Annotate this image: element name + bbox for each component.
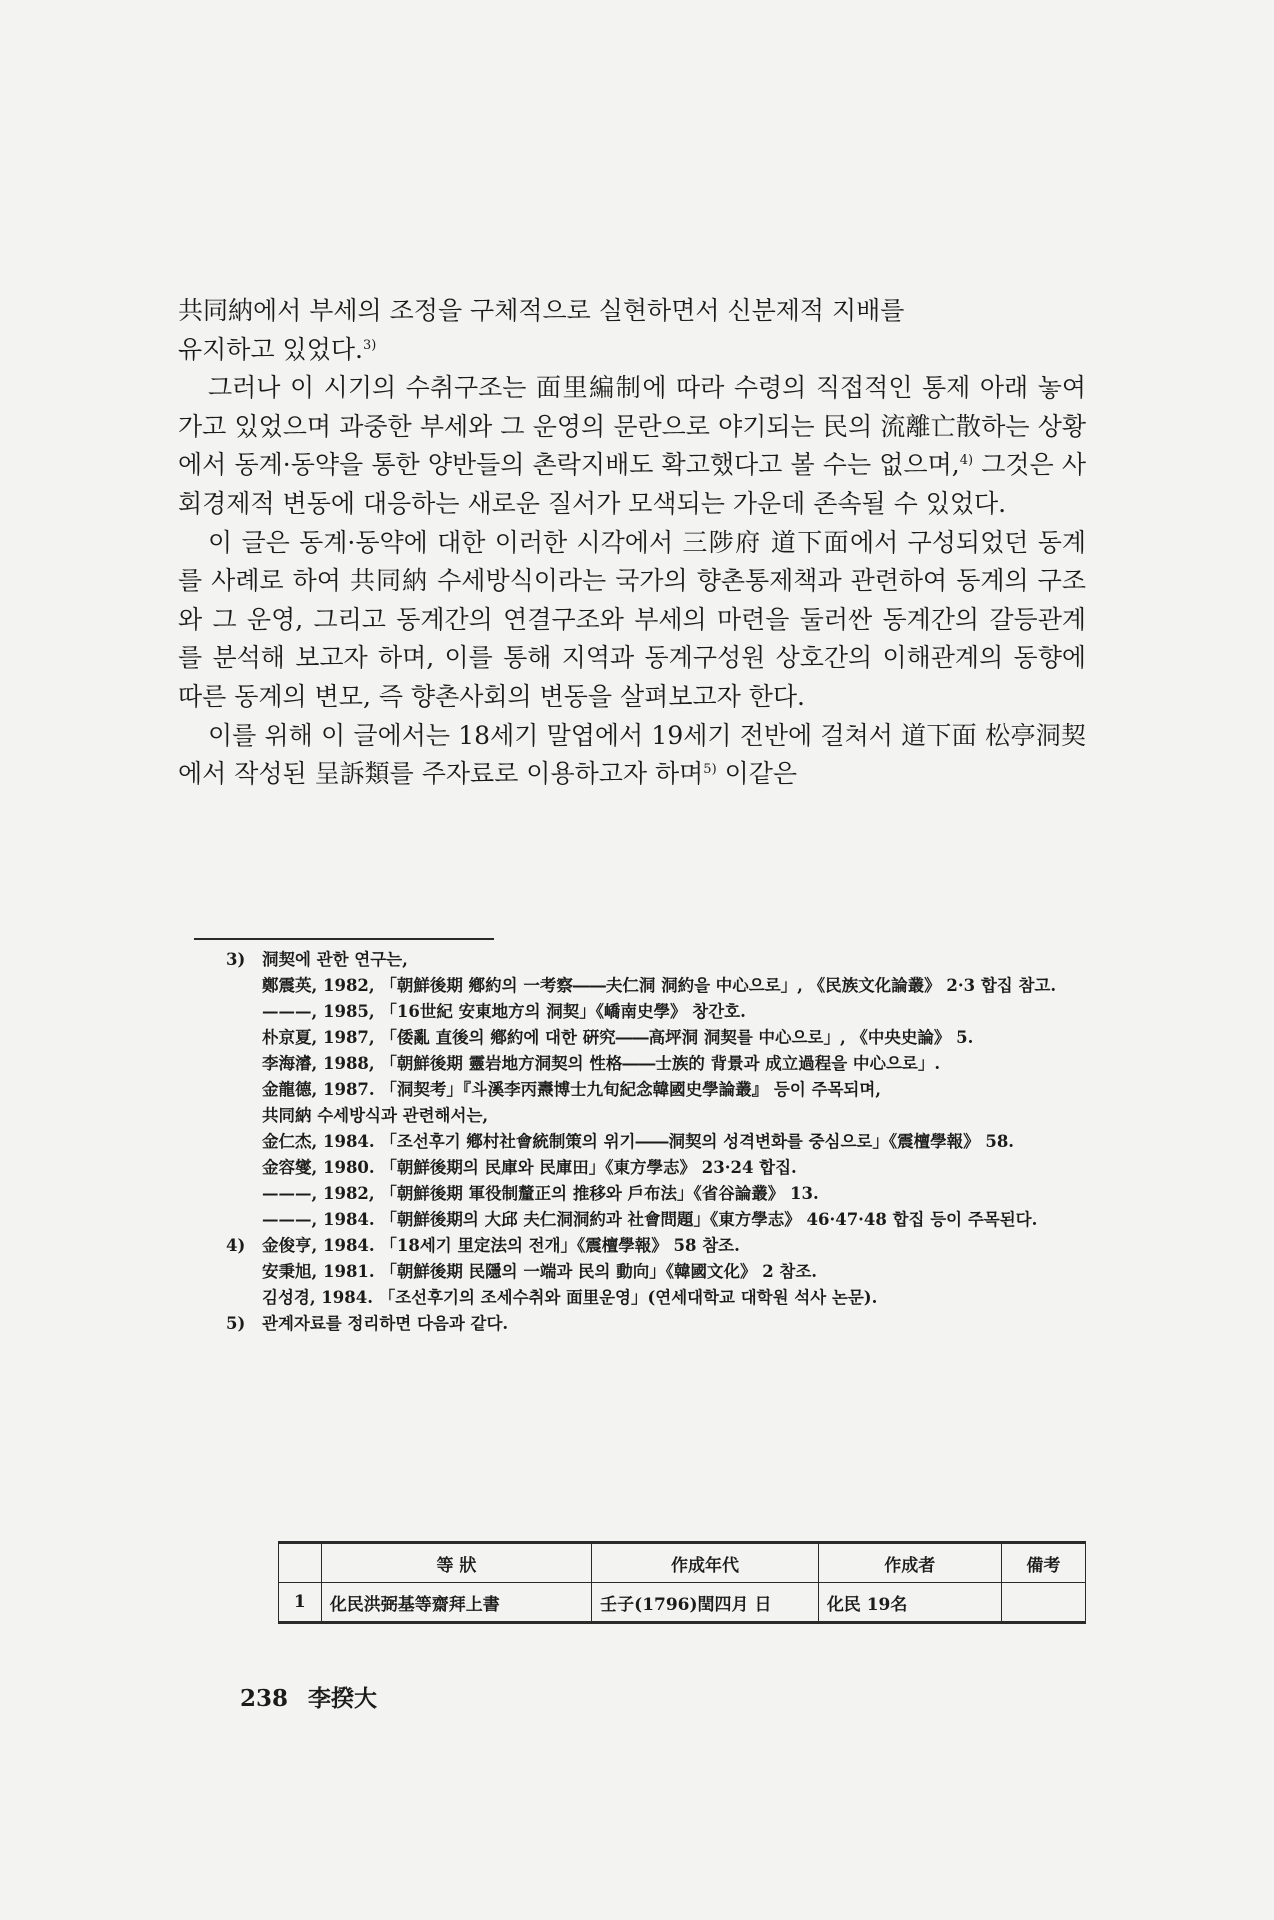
paragraph-4 bbox=[178, 717, 1086, 794]
footnote-3 bbox=[226, 947, 1096, 1233]
paragraph-1 bbox=[178, 292, 1086, 369]
footnote-number: 3) bbox=[226, 950, 246, 969]
footnote-number: 5) bbox=[226, 1314, 246, 1333]
body-text bbox=[178, 292, 1086, 794]
footnotes bbox=[226, 947, 1096, 1337]
table-header-note: 備考 bbox=[1001, 1543, 1085, 1583]
footnote-ref-3[interactable]: 3) bbox=[362, 337, 377, 353]
citation: 金仁杰, 1984. 「조선후기 鄕村社會統制策의 위기――洞契의 성격변화를 중심으로」《震檀學報》 58. bbox=[262, 1132, 1015, 1151]
table-cell-number: 1 bbox=[279, 1583, 322, 1623]
citation: ———, 1984. 「朝鮮後期의 大邱 夫仁洞洞約과 社會問題」《東方學志》 46·47·48 합집 등이 주목된다. bbox=[262, 1210, 1038, 1229]
citation: 金容燮, 1980. 「朝鮮後期의 民庫와 民庫田」《東方學志》 23·24 합집. bbox=[262, 1158, 797, 1177]
table-cell-author: 化民 19名 bbox=[818, 1583, 1001, 1623]
footnote-heading: 洞契에 관한 연구는, bbox=[262, 950, 408, 969]
footnote-ref-4[interactable]: 4) bbox=[959, 453, 974, 469]
paragraph-4-text: 이를 위해 이 글에서는 18세기 말엽에서 19세기 전반에 걸쳐서 道下面 松亭洞契에서 작성된 呈訴類를 주자료로 이용하고자 하며 bbox=[178, 720, 1086, 789]
citation: 金俊亨, 1984. 「18세기 里定法의 전개」《震檀學報》 58 참조. bbox=[262, 1236, 740, 1255]
table-cell-title: 化民洪弼基等齋拜上書 bbox=[321, 1583, 591, 1623]
footnote-ref-5[interactable]: 5) bbox=[703, 762, 717, 778]
citation: 김성경, 1984. 「조선후기의 조세수취와 面里운영」(연세대학교 대학원 석사 논문). bbox=[262, 1288, 878, 1307]
running-author: 李揆大 bbox=[308, 1685, 378, 1712]
table-cell-note bbox=[1001, 1583, 1085, 1623]
citation: ———, 1985, 「16世紀 安東地方의 洞契」《嶠南史學》 창간호. bbox=[262, 1002, 746, 1021]
paragraph-2 bbox=[178, 369, 1086, 523]
footnote-number: 4) bbox=[226, 1236, 246, 1255]
page-number: 238 bbox=[240, 1685, 289, 1712]
paragraph-4-rest: 이같은 bbox=[716, 759, 798, 789]
citation: 鄭震英, 1982, 「朝鮮後期 鄕約의 一考察――夫仁洞 洞約을 中心으로」, 《民族文化論叢》 2·3 합집 참고. bbox=[262, 976, 1057, 995]
table-header-number bbox=[279, 1543, 322, 1583]
document-table bbox=[278, 1541, 1086, 1624]
paragraph-1-line-2: 유지하고 있었다. bbox=[178, 334, 363, 364]
footnote-divider bbox=[194, 938, 494, 940]
citation: 朴京夏, 1987, 「倭亂 直後의 鄕約에 대한 硏究――高坪洞 洞契를 中心으로」, 《中央史論》 5. bbox=[262, 1028, 974, 1047]
footnote-5 bbox=[226, 1311, 1096, 1337]
table-header-author: 作成者 bbox=[818, 1543, 1001, 1583]
paragraph-1-line-1: 共同納에서 부세의 조정을 구체적으로 실현하면서 신분제적 지배를 bbox=[178, 296, 905, 325]
table-row bbox=[279, 1583, 1086, 1623]
page-footer bbox=[240, 1680, 377, 1713]
table-cell-date: 壬子(1796)閏四月 日 bbox=[592, 1583, 819, 1623]
citation: ———, 1982, 「朝鮮後期 軍役制釐正의 推移와 戶布法」《省谷論叢》 13. bbox=[262, 1184, 819, 1203]
paragraph-2-rest: 그것은 사회경제적 변동에 대응하는 새로운 질서가 모색되는 가운데 존속될 수 있었다. bbox=[178, 450, 1086, 518]
paragraph-3: 이 글은 동계·동약에 대한 이러한 시각에서 三陟府 道下面에서 구성되었던 동계를 사례로 하여 共同納 수세방식이라는 국가의 향촌통제책과 관련하여 동계의 구조와 그 운영, 그리고 동계간의 연결구조와 부세의 마련을 둘러싼 동계간의 갈등관계를 분석해 보고자 하며, 이를 통해 지역과 동계구성원 상호간의 이해관계의 동향에 따른 동계의 변모, 즉 향촌사회의 변동을 살펴보고자 한다. bbox=[178, 527, 1086, 711]
citation: 安秉旭, 1981. 「朝鮮後期 民隱의 一端과 民의 動向」《韓國文化》 2 참조. bbox=[262, 1262, 818, 1281]
table-header-title: 等 狀 bbox=[321, 1543, 591, 1583]
table-header-row bbox=[279, 1543, 1086, 1583]
footnote-heading: 관계자료를 정리하면 다음과 같다. bbox=[262, 1314, 509, 1333]
citation: 李海濬, 1988, 「朝鮮後期 靈岩地方洞契의 性格――士族的 背景과 成立過程을 中心으로」. bbox=[262, 1054, 941, 1073]
paragraph-2-text: 그러나 이 시기의 수취구조는 面里編制에 따라 수령의 직접적인 통제 아래 놓여가고 있었으며 과중한 부세와 그 운영의 문란으로 야기되는 民의 流離亡散하는 상황에서 동계·동약을 통한 양반들의 촌락지배도 확고했다고 볼 수는 없으며, bbox=[178, 373, 1086, 480]
table-header-date: 作成年代 bbox=[592, 1543, 819, 1583]
footnote-4 bbox=[226, 1233, 1096, 1311]
citation: 金龍德, 1987. 「洞契考」『斗溪李丙燾博士九旬紀念韓國史學論叢』 등이 주목되며, bbox=[262, 1080, 882, 1099]
citation-continued: 共同納 수세방식과 관련해서는, bbox=[262, 1106, 489, 1125]
